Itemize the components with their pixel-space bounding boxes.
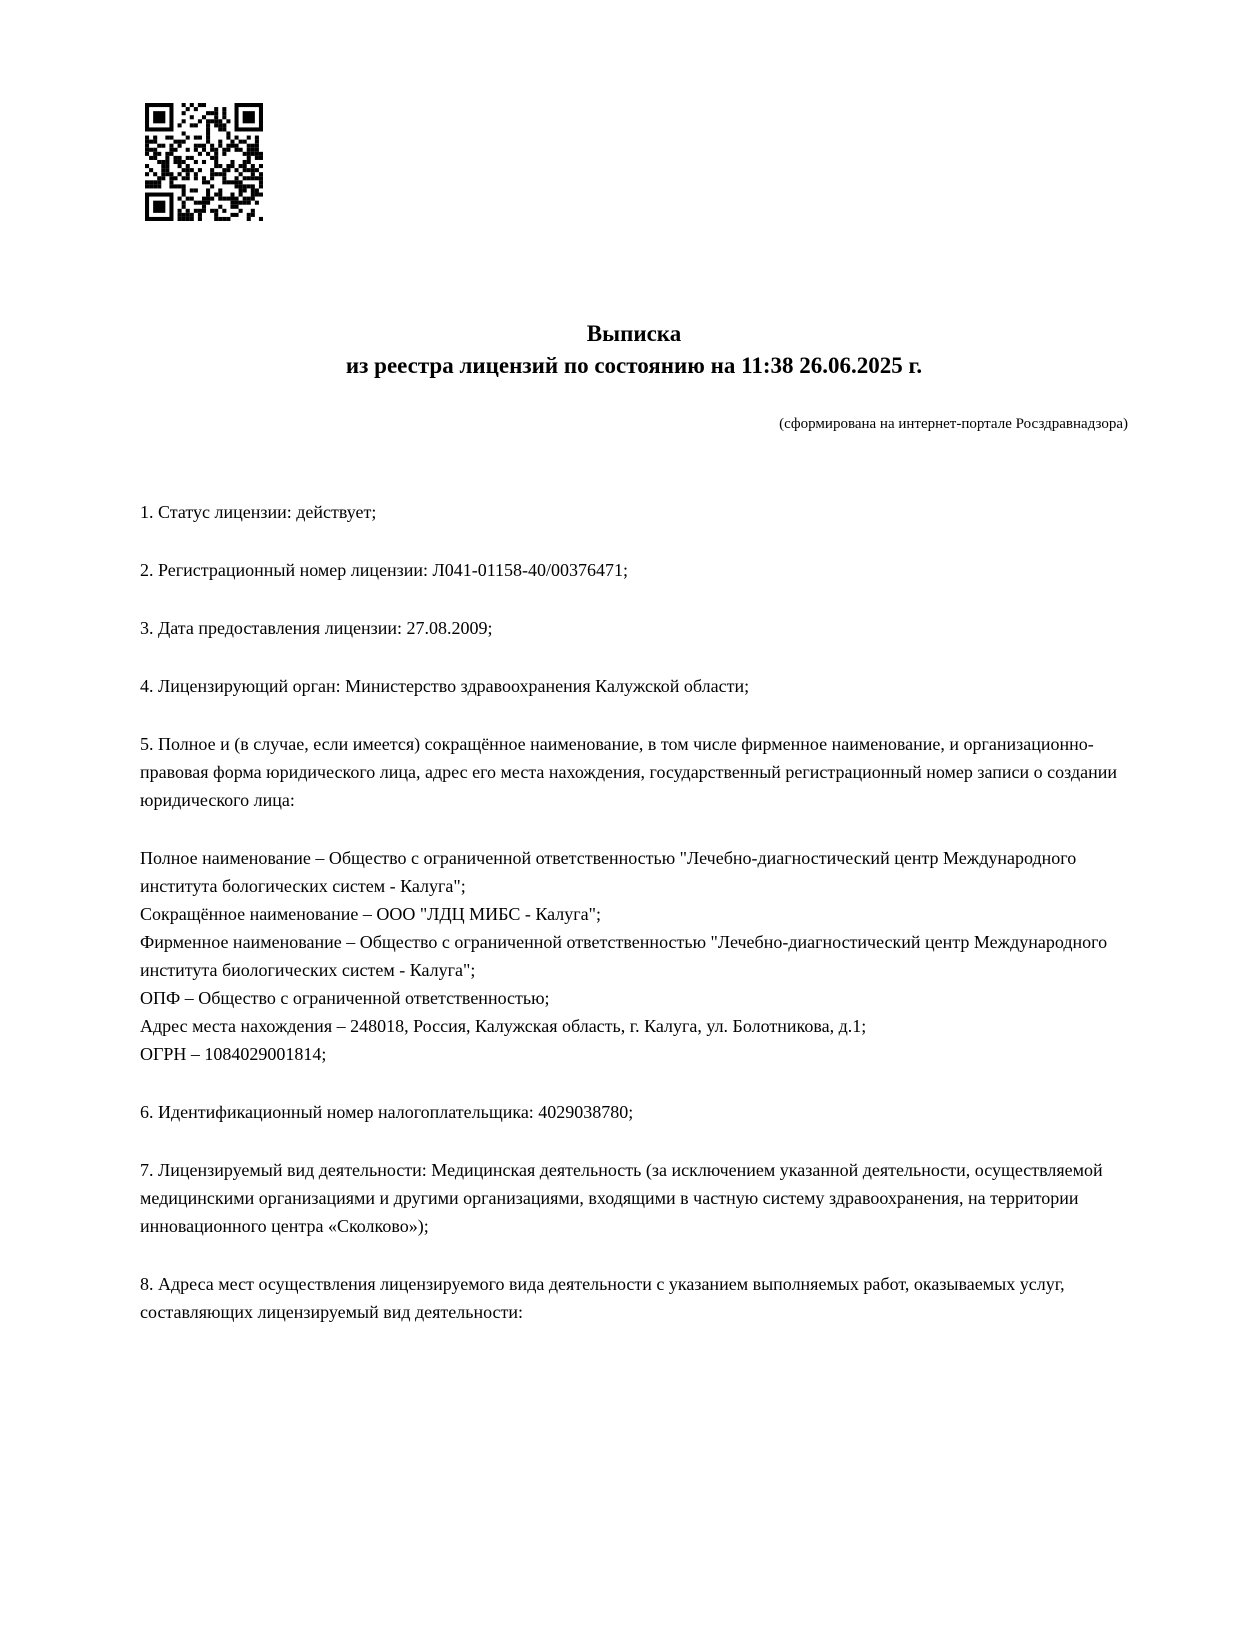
detail-brand-name: Фирменное наименование – Общество с ограниченной ответственностью "Лечебно-диагностический центр Международного института биологических систем - Калуга"; (140, 932, 1108, 980)
name-details-block (140, 844, 1128, 1068)
detail-short-name: Сокращённое наименование – ООО "ЛДЦ МИБС - Калуга"; (140, 904, 602, 924)
paragraph-license-date: 3. Дата предоставления лицензии: 27.08.2009; (140, 618, 493, 638)
document-body (140, 498, 1128, 1326)
document-title (140, 318, 1128, 382)
document-subtitle: (сформирована на интернет-портале Росздравнадзора) (779, 416, 1128, 432)
paragraph-license-status: 1. Статус лицензии: действует; (140, 502, 377, 522)
title-line-1: Выписка (586, 321, 682, 346)
detail-legal-form: ОПФ – Общество с ограниченной ответственностью; (140, 988, 550, 1008)
detail-address: Адрес места нахождения – 248018, Россия, Калужская область, г. Калуга, ул. Болотникова, д.1; (140, 1016, 867, 1036)
paragraph-licensing-authority: 4. Лицензирующий орган: Министерство здравоохранения Калужской области; (140, 676, 750, 696)
paragraph-registration-number: 2. Регистрационный номер лицензии: Л041-01158-40/00376471; (140, 560, 629, 580)
paragraph-name-intro: 5. Полное и (в случае, если имеется) сокращённое наименование, в том числе фирменное наименование, и организационно-правовая форма юридического лица, адрес его места нахождения, государственный регистрационный номер записи о создании юридического лица: (140, 734, 1117, 810)
title-line-2: из реестра лицензий по состоянию на 11:38 26.06.2025 г. (345, 353, 923, 378)
paragraph-inn: 6. Идентификационный номер налогоплательщика: 4029038780; (140, 1102, 634, 1122)
paragraph-addresses-intro: 8. Адреса мест осуществления лицензируемого вида деятельности с указанием выполняемых работ, оказываемых услуг, составляющих лицензируемый вид деятельности: (140, 1274, 1065, 1322)
detail-full-name: Полное наименование – Общество с ограниченной ответственностью "Лечебно-диагностический центр Международного института бологических систем - Калуга"; (140, 848, 1077, 896)
paragraph-licensed-activity: 7. Лицензируемый вид деятельности: Медицинская деятельность (за исключением указанной деятельности, осуществляемой медицинскими организациями и другими организациями, входящими в частную систему здравоохранения, на территории инновационного центра «Сколково»); (140, 1160, 1103, 1236)
detail-ogrn: ОГРН – 1084029001814; (140, 1044, 327, 1064)
